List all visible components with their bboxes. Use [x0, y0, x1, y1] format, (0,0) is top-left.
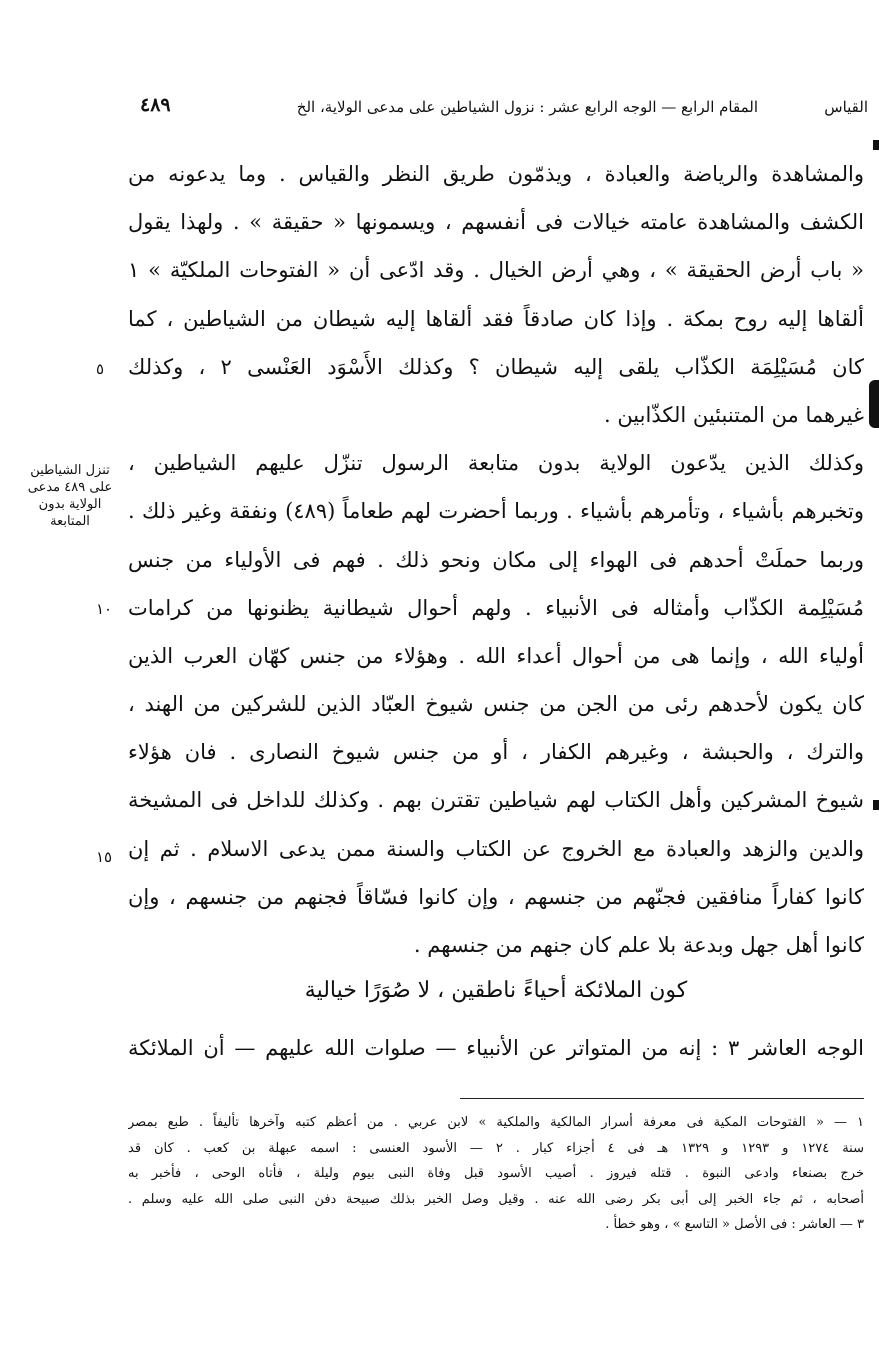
text-line: وربما حملَتْ أحدهم فى الهواء إلى مكان ونحو ذلك . فهم فى الأولياء من جنس: [128, 547, 864, 572]
text-line: وكذلك الذين يدّعون الولاية بدون متابعة الرسول تنزّل عليهم الشياطين ،: [128, 451, 864, 476]
footnotes: [128, 1110, 864, 1238]
scan-edge-mark: [873, 800, 879, 810]
text-line: كانوا أهل جهل وبدعة بلا علم كان جنهم من جنسهم .: [413, 933, 864, 957]
text-line: وتخبرهم بأشياء ، وتأمرهم بأشياء . وربما أحضرت لهم طعاماً (٤٨٩) ونفقة وغير ذلك .: [128, 499, 864, 524]
running-header: [140, 92, 868, 124]
footnote-line: سنة ١٢٧٤ و ١٢٩٣ و ١٣٢٩ هـ فى ٤ أجزاء كبار . ٢ — الأسود العنسى : اسمه عبهلة بن كعب . كان قد: [128, 1140, 864, 1156]
line-number-10: ١٠: [96, 600, 113, 618]
text-line: ألقاها إليه روح بمكة . وإذا كان صادقاً فقد ألقاها إليه شيطان من الشياطين ، كما: [128, 306, 864, 331]
footnote-line: ٣ — العاشر : فى الأصل « التاسع » ، وهو خطأ .: [605, 1217, 864, 1232]
header-running-title: المقام الرابع — الوجه الرابع عشر : نزول الشياطين على مدعى الولاية، الخ: [296, 98, 758, 116]
line-number-15: ١٥: [96, 848, 113, 866]
margin-side-note: تنزل الشياطين على ٤٨٩ مدعى الولاية بدون المتابعة: [27, 463, 113, 529]
text-line: شيوخ المشركين وأهل الكتاب لهم شياطين تقترن بهم . وكذلك للداخل فى المشيخة: [128, 788, 864, 813]
text-line: كان مُسَيْلِمَة الكذّاب يلقى إليه شيطان ؟ وكذلك الأَسْوَد العَنْسى ٢ ، وكذلك: [128, 354, 864, 379]
footnote-divider: [460, 1098, 864, 1099]
text-line: كان يكون لأحدهم رئى من الجن من جنس شيوخ العبّاد الذين للشركين من الهند ،: [128, 692, 864, 717]
section-heading: كون الملائكة أحياءً ناطقين ، لا صُوَرًا خيالية: [304, 978, 688, 1003]
text-line: والمشاهدة والرياضة والعبادة ، ويذمّون طريق النظر والقياس . وما يدعونه من: [128, 162, 864, 186]
section-first-line: الوجه العاشر ٣ : إنه من المتواتر عن الأنبياء — صلوات الله عليهم — أن الملائكة: [128, 1036, 864, 1060]
page-number: ٤٨٩: [140, 94, 171, 116]
text-line: والدين والزهد والعبادة مع الخروج عن الكتاب والسنة ممن يدعى الاسلام . ثم إن: [128, 836, 864, 861]
scan-edge-mark: [869, 380, 879, 428]
text-line: الكشف والمشاهدة عامته خيالات فى أنفسهم ، ويسمونها « حقيقة » . ولهذا يقول: [128, 210, 864, 235]
footnote-line: أصحابه ، ثم جاء الخبر إلى أبى بكر رضى الله عنه . وقيل وصل الخبر بذلك صبيحة دفن النبى صلى الله عليه وسلم .: [128, 1191, 864, 1207]
text-line: والترك ، والحبشة ، وغيرهم الكفار ، أو من جنس شيوخ النصارى . فان هؤلاء: [128, 740, 864, 765]
header-section-name: القياس: [824, 98, 868, 116]
text-line: مُسَيْلِمة الكذّاب وأمثاله فى الأنبياء . ولهم أحوال شيطانية يظنونها من كرامات: [128, 595, 864, 620]
text-line: أولياء الله ، وإنما هى من أحوال أعداء الله . وهؤلاء من جنس كهّان العرب الذين: [128, 643, 864, 668]
main-text: [128, 150, 864, 969]
scan-edge-mark: [873, 140, 879, 150]
text-line: كانوا كفاراً منافقين فجنّهم من جنسهم ، وإن كانوا فسّاقاً فجنهم من جنسهم ، وإن: [128, 884, 864, 909]
line-number-5: ٥: [96, 360, 105, 378]
footnote-line: ١ — « الفتوحات المكية فى معرفة أسرار المالكية والملكية » لابن عربي . من أعظم كتبه وآخرها تأليفاً . طبع بمصر: [128, 1115, 864, 1130]
text-line: غيرهما من المتنبئين الكذّابين .: [603, 402, 864, 427]
footnote-line: خرج بصنعاء وادعى النبوة . قتله فيروز . أصيب الأسود قبل وفاة النبى بيوم وليلة ، فأتاه الوحى ، فأخبر به: [128, 1166, 864, 1181]
text-line: « باب أرض الحقيقة » ، وهي أرض الخيال . وقد ادّعى أن « الفتوحات الملكيّة » ١: [128, 258, 864, 283]
